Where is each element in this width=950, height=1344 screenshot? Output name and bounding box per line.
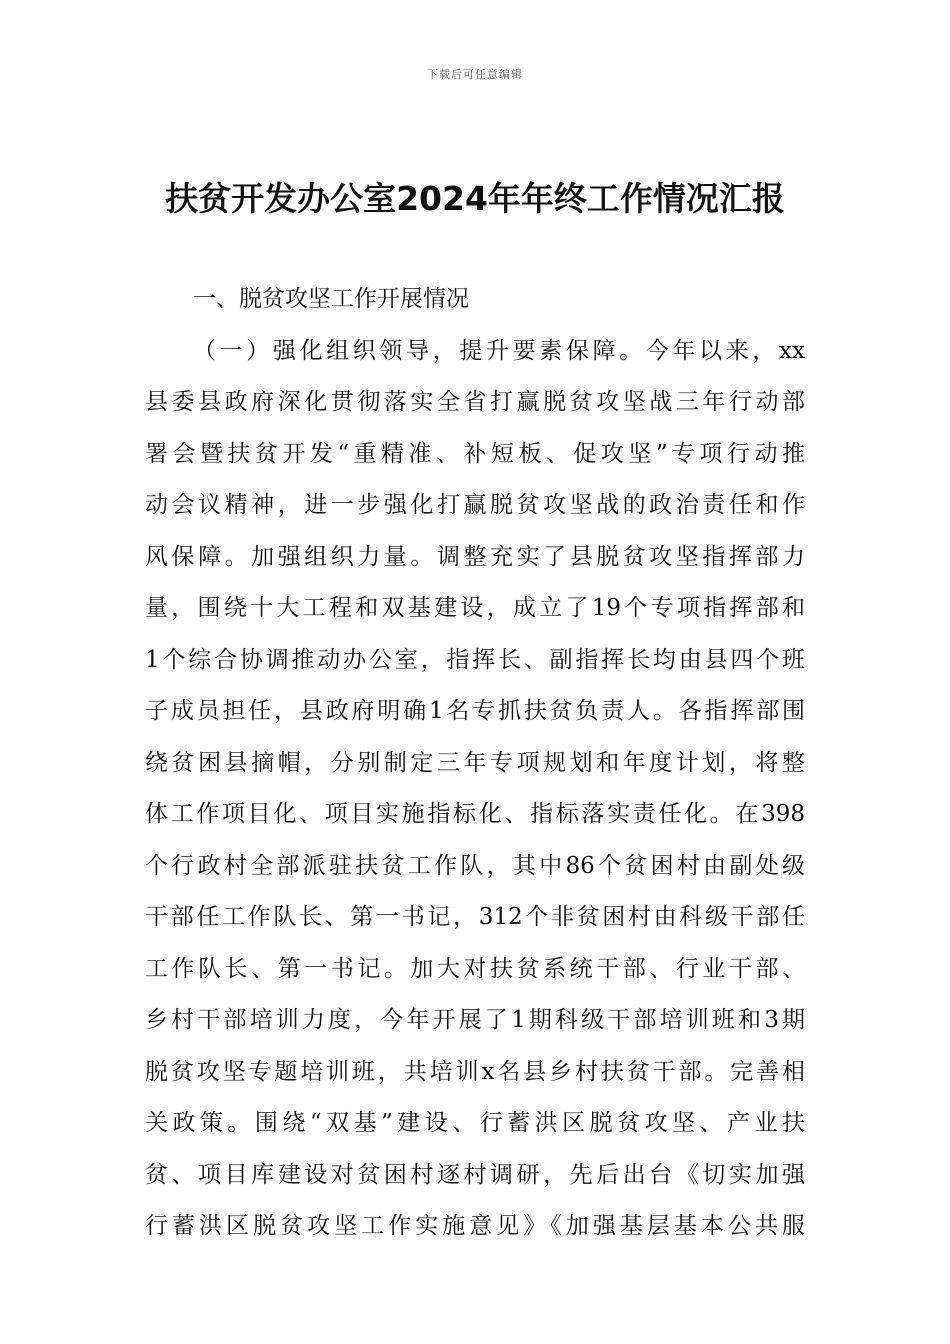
section-heading: 一、脱贫攻坚工作开展情况 bbox=[193, 286, 469, 312]
paragraph-line: 动会议精神，进一步强化打赢脱贫攻坚战的政治责任和作 bbox=[145, 492, 805, 518]
paragraph-line: 干部任工作队长、第一书记，312个非贫困村由科级干部任 bbox=[145, 904, 805, 930]
document-body bbox=[145, 274, 805, 1253]
paragraph-line: 脱贫攻坚专题培训班，共培训x名县乡村扶贫干部。完善相 bbox=[145, 1058, 805, 1085]
paragraph-line: 子成员担任，县政府明确1名专抓扶贫负责人。各指挥部围 bbox=[145, 698, 805, 724]
document-title: 扶贫开发办公室2024年年终工作情况汇报 bbox=[165, 179, 785, 218]
paragraph-line: 署会暨扶贫开发“重精准、补短板、促攻坚”专项行动推 bbox=[145, 440, 805, 467]
header-note: 下载后可任意编辑 bbox=[427, 68, 523, 81]
paragraph-line: 量，围绕十大工程和双基建设，成立了19个专项指挥部和 bbox=[145, 595, 805, 621]
paragraph-line: 关政策。围绕“双基”建设、行蓄洪区脱贫攻坚、产业扶 bbox=[145, 1110, 805, 1136]
paragraph-line: 个行政村全部派驻扶贫工作队，其中86个贫困村由副处级 bbox=[145, 852, 805, 879]
paragraph-line: 县委县政府深化贯彻落实全省打赢脱贫攻坚战三年行动部 bbox=[145, 389, 805, 415]
paragraph-line: 贫、项目库建设对贫困村逐村调研，先后出台《切实加强 bbox=[145, 1161, 805, 1188]
paragraph-line: 行蓄洪区脱贫攻坚工作实施意见》《加强基层基本公共服 bbox=[145, 1213, 805, 1239]
paragraph-line: （一）强化组织领导，提升要素保障。今年以来，xx bbox=[193, 337, 805, 364]
paragraph-line: 乡村干部培训力度，今年开展了1期科级干部培训班和3期 bbox=[145, 1007, 805, 1033]
paragraph-line: 绕贫困县摘帽，分别制定三年专项规划和年度计划，将整 bbox=[145, 749, 805, 776]
paragraph-line: 1个综合协调推动办公室，指挥长、副指挥长均由县四个班 bbox=[145, 646, 805, 673]
paragraph-line: 风保障。加强组织力量。调整充实了县脱贫攻坚指挥部力 bbox=[145, 543, 805, 570]
paragraph-line: 工作队长、第一书记。加大对扶贫系统干部、行业干部、 bbox=[145, 955, 805, 982]
paragraph-line: 体工作项目化、项目实施指标化、指标落实责任化。在398 bbox=[145, 801, 805, 827]
